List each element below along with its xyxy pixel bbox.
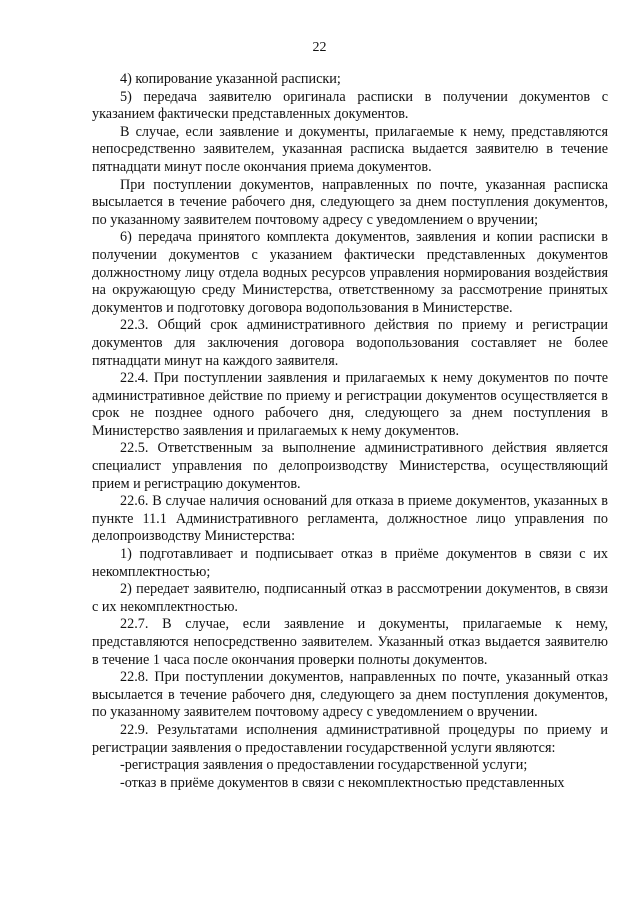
paragraph: В случае, если заявление и документы, прилагаемые к нему, представляются непосредственно заявителем, указанная расписка выдается заявителю в течение пятнадцати минут после окончания приема документов. bbox=[92, 123, 608, 175]
page-number: 22 bbox=[312, 40, 327, 55]
paragraph: 22.4. При поступлении заявления и прилагаемых к нему документов по почте административное действие по приему и регистрации документов осуществляется в срок не позднее одного рабочего дня, следующего за днем поступления в Министерство заявления и прилагаемых к нему документов. bbox=[92, 370, 608, 439]
paragraph: При поступлении документов, направленных по почте, указанная расписка высылается в течение рабочего дня, следующего за днем поступления документов, по указанному заявителем почтовому адресу с уведомлением о вручении; bbox=[92, 176, 608, 228]
paragraph: 22.5. Ответственным за выполнение административного действия является специалист управления по делопроизводству Министерства, осуществляющий прием и регистрацию документов. bbox=[92, 440, 608, 492]
paragraph: -отказ в приёме документов в связи с некомплектностью представленных bbox=[120, 774, 565, 791]
paragraph: 2) передает заявителю, подписанный отказ в рассмотрении документов, в связи с их некомплектностью. bbox=[92, 581, 608, 615]
paragraph: 5) передача заявителю оригинала расписки в получении документов с указанием фактически представленных документов. bbox=[92, 88, 608, 123]
paragraph: 6) передача принятого комплекта документов, заявления и копии расписки в получении документов с указанием фактически представленных документов должностному лицу отдела водных ресурсов управления нормирования воздействия на окружающую среду Министерства, ответственному за рассмотрение принятых документов и подготовку договора водопользования в Министерстве. bbox=[92, 229, 608, 316]
paragraph: 4) копирование указанной расписки; bbox=[120, 71, 341, 87]
paragraph: 22.3. Общий срок административного действия по приему и регистрации документов для заключения договора водопользования составляет не более пятнадцати минут на каждого заявителя. bbox=[92, 317, 608, 369]
paragraph: 1) подготавливает и подписывает отказ в приёме документов в связи с их некомплектностью; bbox=[92, 546, 608, 580]
paragraph: 22.7. В случае, если заявление и документы, прилагаемые к нему, представляются непосредственно заявителем. Указанный отказ выдается заявителю в течение 1 часа после окончания проверки полноты документов. bbox=[92, 616, 608, 668]
paragraph: 22.8. При поступлении документов, направленных по почте, указанный отказ высылается в течение рабочего дня, следующего за днем поступления документов, по указанному заявителем почтовому адресу с уведомлением о вручении. bbox=[92, 669, 608, 721]
paragraph: 22.6. В случае наличия оснований для отказа в приеме документов, указанных в пункте 11.1 Административного регламента, должностное лицо управления по делопроизводству Министерства: bbox=[92, 493, 608, 545]
document-body bbox=[92, 71, 608, 792]
paragraph: -регистрация заявления о предоставлении государственной услуги; bbox=[120, 757, 528, 774]
paragraph: 22.9. Результатами исполнения административной процедуры по приему и регистрации заявления о предоставлении государственной услуги являются: bbox=[92, 721, 608, 756]
